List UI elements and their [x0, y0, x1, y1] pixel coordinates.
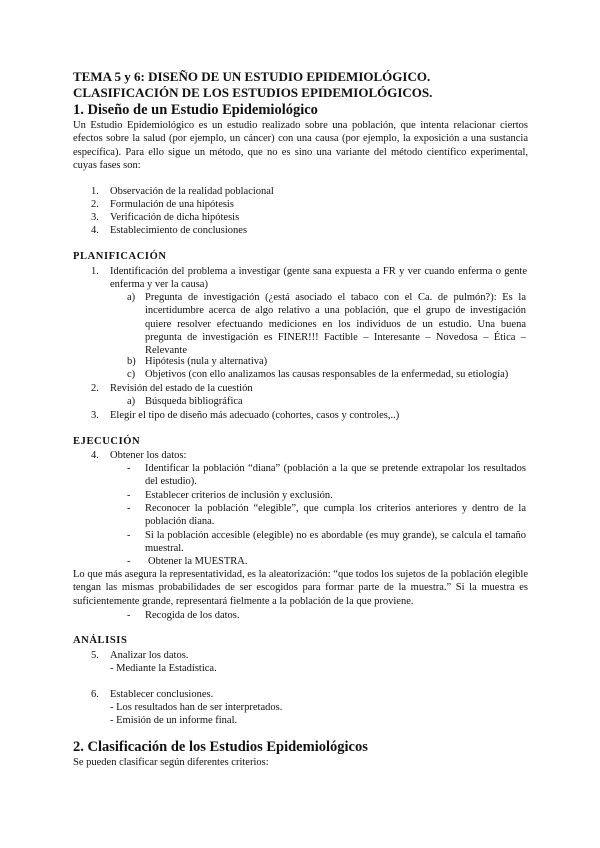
planificacion-heading: PLANIFICACIÓN — [73, 251, 167, 262]
ejec-bullet-item: Obtener la MUESTRA. — [148, 556, 248, 567]
aleatorizacion-paragraph: Lo que más asegura la representatividad, es la aleatorización: “que todos los sujetos de la población elegible tengan las mismas probabilidades de ser escogidos para formar parte de la muestra.” Si la muestra es suficientemente grande, representará fielmente a la población de la que proviene. — [73, 569, 528, 607]
plan-item-2-number: 2. — [91, 383, 99, 394]
plan-item-3-text: Elegir el tipo de diseño más adecuado (cohortes, casos y controles,..) — [110, 410, 400, 421]
phase-number: 1. — [91, 186, 99, 197]
ejec-item-4-number: 4. — [91, 450, 99, 461]
phase-item: Verificación de dicha hipótesis — [110, 212, 240, 223]
ejec-bullet-item: Recogida de los datos. — [145, 610, 240, 621]
anal-item-5-number: 5. — [91, 650, 99, 661]
plan-sub-a-text: Pregunta de investigación (¿está asociado el tabaco con el Ca. de pulmón?): Es la incertidumbre acerca de algo relativo a una población, que el grupo de investigación quiere resolver efectuando mediciones en los individuos de un estudio. Una buena pregunta de investigación es FINER!!! Factible – Interesante – Novedosa – Ética – Relevante — [145, 292, 526, 357]
plan-item-1-text: Identificación del problema a investigar (gente sana expuesta a FR y ver cuando enferma o gente enferma y ver la causa) — [110, 266, 527, 291]
phase-number: 2. — [91, 199, 99, 210]
section-2-heading: 2. Clasificación de los Estudios Epidemiológicos — [73, 739, 368, 755]
plan-sub-c-text: Objetivos (con ello analizamos las causas responsables de la enfermedad, su etiología) — [145, 369, 509, 380]
plan-sub-b-label: b) — [127, 356, 136, 367]
bullet-dash: - — [127, 490, 131, 501]
bullet-dash: - — [127, 503, 131, 514]
anal-item-6-number: 6. — [91, 689, 99, 700]
plan-item-2-a-text: Búsqueda bibliográfica — [145, 396, 243, 407]
plan-item-2-text: Revisión del estado de la cuestión — [110, 383, 253, 394]
anal-item-5-sub: - Mediante la Estadística. — [110, 663, 217, 674]
ejec-bullet-item: Si la población accesible (elegible) no es abordable (es muy grande), se calcula el tamaño muestral. — [145, 530, 526, 555]
ejec-bullet-item: Establecer criterios de inclusión y exclusión. — [145, 490, 333, 501]
plan-sub-b-text: Hipótesis (nula y alternativa) — [145, 356, 268, 367]
phase-number: 3. — [91, 212, 99, 223]
plan-item-2-a-label: a) — [127, 396, 136, 407]
ejec-bullet-item: Reconocer la población “elegible”, que cumpla los criterios anteriores y dentro de la población diana. — [145, 503, 526, 528]
ejec-item-4-text: Obtener los datos: — [110, 450, 187, 461]
bullet-dash: - — [127, 556, 131, 567]
anal-item-6-sub: - Los resultados han de ser interpretados. — [110, 702, 283, 713]
section-1-intro: Un Estudio Epidemiológico es un estudio realizado sobre una población, que intenta relacionar ciertos efectos sobre la salud (por ejemplo, un cáncer) con una causa (por ejemplo, la exposición a una sustancia específica). Para ello sigue un método, que no es sino una variante del método científico experimental, cuyas fases son: — [73, 120, 528, 171]
plan-sub-a-label: a) — [127, 292, 136, 303]
document-title-line-2: CLASIFICACIÓN DE LOS ESTUDIOS EPIDEMIOLÓGICOS. — [73, 85, 433, 100]
phase-number: 4. — [91, 225, 99, 236]
plan-item-3-number: 3. — [91, 410, 99, 421]
section-1-heading: 1. Diseño de un Estudio Epidemiológico — [73, 102, 318, 118]
phase-item: Formulación de una hipótesis — [110, 199, 234, 210]
phase-item: Observación de la realidad poblacional — [110, 186, 274, 197]
document-title-line-1: TEMA 5 y 6: DISEÑO DE UN ESTUDIO EPIDEMIOLÓGICO. — [73, 69, 431, 84]
section-2-intro: Se pueden clasificar según diferentes criterios: — [73, 757, 269, 768]
bullet-dash: - — [127, 610, 131, 621]
plan-item-1-number: 1. — [91, 266, 99, 277]
ejecucion-heading: EJECUCIÓN — [73, 436, 141, 447]
phase-item: Establecimiento de conclusiones — [110, 225, 248, 236]
anal-item-6-sub: - Emisión de un informe final. — [110, 715, 238, 726]
ejec-bullet-item: Identificar la población “diana” (población a la que se pretende extrapolar los resultados del estudio). — [145, 463, 526, 488]
bullet-dash: - — [127, 530, 131, 541]
analisis-heading: ANÁLISIS — [73, 635, 128, 646]
anal-item-5-text: Analizar los datos. — [110, 650, 189, 661]
bullet-dash: - — [127, 463, 131, 474]
anal-item-6-text: Establecer conclusiones. — [110, 689, 214, 700]
plan-sub-c-label: c) — [127, 369, 136, 380]
